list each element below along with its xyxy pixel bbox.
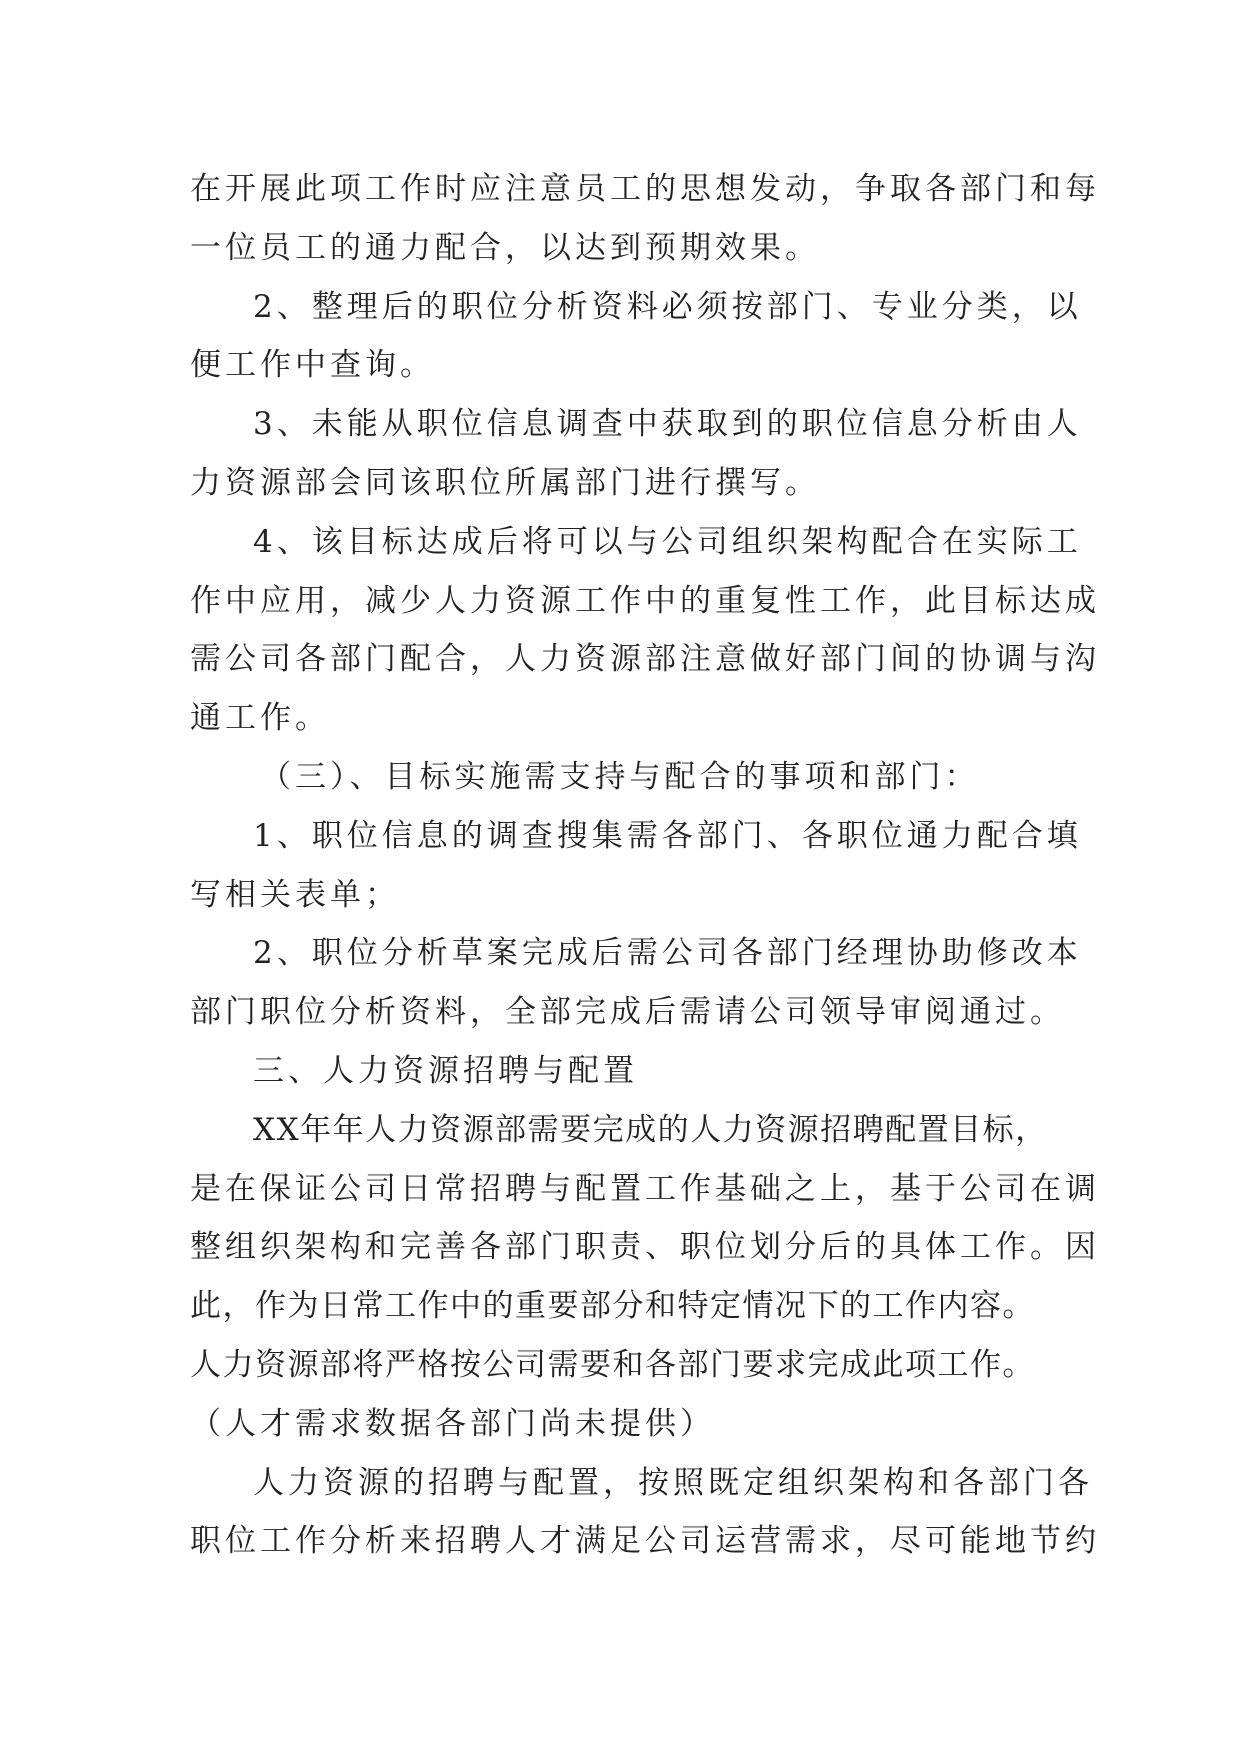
document-body bbox=[190, 160, 1100, 1571]
paragraph-line: 部门职位分析资料，全部完成后需请公司领导审阅通过。 bbox=[190, 994, 1065, 1031]
paragraph-line: 作中应用，减少人力资源工作中的重复性工作，此目标达成 bbox=[190, 582, 1100, 619]
section-heading: （三）、目标实施需支持与配合的事项和部门： bbox=[260, 758, 980, 795]
paragraph-line: 一位员工的通力配合，以达到预期效果。 bbox=[190, 229, 820, 266]
paragraph-line: 2、职位分析草案完成后需公司各部门经理协助修改本 bbox=[253, 935, 1082, 972]
paragraph-line: 写相关表单； bbox=[190, 876, 400, 913]
paragraph-line: 是在保证公司日常招聘与配置工作基础之上，基于公司在调 bbox=[190, 1170, 1100, 1207]
section-heading: 三、人力资源招聘与配置 bbox=[253, 1052, 638, 1089]
paragraph-line: 整组织架构和完善各部门职责、职位划分后的具体工作。因 bbox=[190, 1229, 1100, 1266]
paragraph-line: 力资源部会同该职位所属部门进行撰写。 bbox=[190, 464, 820, 501]
paragraph-line: 人力资源部将严格按公司需要和各部门要求完成此项工作。 bbox=[190, 1346, 1035, 1383]
paragraph-line: 通工作。 bbox=[190, 700, 330, 737]
paragraph-line: 便工作中查询。 bbox=[190, 347, 435, 384]
paragraph-line: 在开展此项工作时应注意员工的思想发动，争取各部门和每 bbox=[190, 171, 1100, 207]
paragraph-line: 职位工作分析来招聘人才满足公司运营需求，尽可能地节约 bbox=[190, 1523, 1100, 1560]
paragraph-line: 需公司各部门配合，人力资源部注意做好部门间的协调与沟 bbox=[190, 641, 1100, 678]
paragraph-line: 3、未能从职位信息调查中获取到的职位信息分析由人 bbox=[253, 406, 1082, 443]
paragraph-line: 此，作为日常工作中的重要部分和特定情况下的工作内容。 bbox=[190, 1288, 1035, 1325]
paragraph-line: 人力资源的招聘与配置，按照既定组织架构和各部门各 bbox=[253, 1464, 1093, 1501]
paragraph-line: XX年年人力资源部需要完成的人力资源招聘配置目标， bbox=[253, 1111, 1048, 1148]
paragraph-line: 4、该目标达成后将可以与公司组织架构配合在实际工 bbox=[253, 523, 1082, 560]
paragraph-line: 2、整理后的职位分析资料必须按部门、专业分类，以 bbox=[253, 288, 1082, 325]
paragraph-line: （人才需求数据各部门尚未提供） bbox=[190, 1405, 715, 1442]
paragraph-line: 1、职位信息的调查搜集需各部门、各职位通力配合填 bbox=[253, 817, 1082, 854]
